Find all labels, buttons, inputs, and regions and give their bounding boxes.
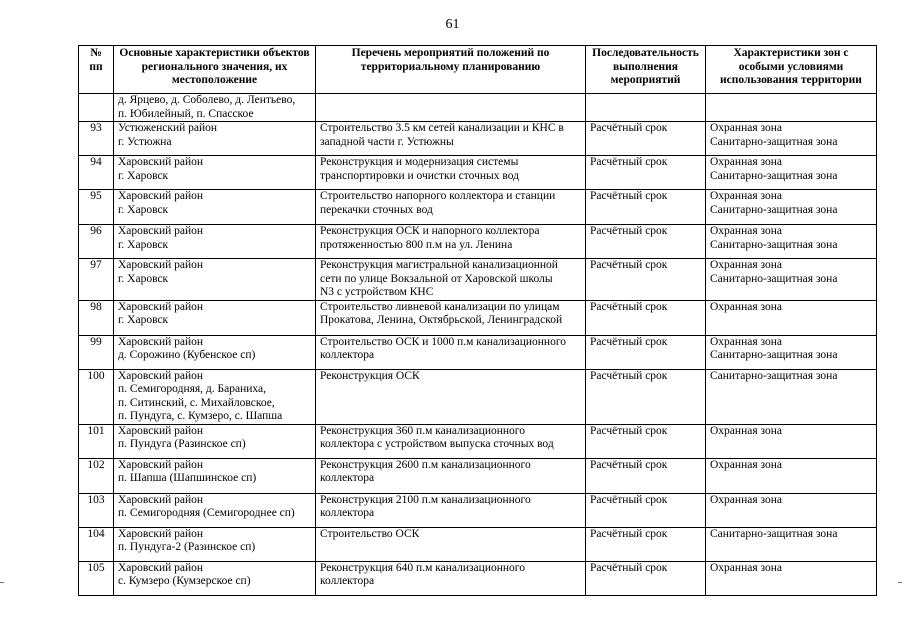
sequence-term: Расчётный срок <box>586 335 706 369</box>
cell-line: Охранная зона <box>710 122 782 134</box>
sequence-term <box>586 94 706 122</box>
row-number: 104 <box>79 527 114 561</box>
cell-line: Устюженский район <box>118 122 218 134</box>
row-number: 98 <box>79 300 114 335</box>
cell-line: п. Семигородняя (Семигороднее сп) <box>118 507 295 519</box>
object-location <box>114 458 316 493</box>
sequence-term: Расчётный срок <box>586 122 706 156</box>
cell-line: Реконструкция ОСК <box>320 369 420 382</box>
cell-line: транспортировки и очистки сточных вод <box>320 169 520 182</box>
sequence-term: Расчётный срок <box>586 190 706 225</box>
zone-characteristics <box>706 300 877 335</box>
cell-line: Реконструкция 2100 п.м канализационного <box>320 493 531 506</box>
zone-characteristics <box>706 225 877 259</box>
cell-line: Санитарно-защитная зона <box>710 238 838 251</box>
cell-line: г. Харовск <box>118 169 169 182</box>
table-row <box>79 122 877 156</box>
cell-line: Харовский район <box>118 225 204 237</box>
cell-line: Харовский район <box>118 527 204 540</box>
object-location <box>114 561 316 595</box>
sequence-term: Расчётный срок <box>586 300 706 335</box>
table-row <box>79 300 877 335</box>
cell-line: п. Семигородняя, д. Бараниха, <box>118 383 266 395</box>
cell-line: Строительство 3.5 км сетей канализации и КНС в <box>320 122 564 134</box>
cell-line: Харовский район <box>118 424 204 437</box>
cell-line: Реконструкция 360 п.м канализационного <box>320 424 525 437</box>
cell-line: Строительство напорного коллектора и станции <box>320 190 556 202</box>
table-row <box>79 369 877 424</box>
cell-line: Реконструкция и модернизация системы <box>320 156 519 168</box>
cell-line: Охранная зона <box>710 561 782 574</box>
header-measures: Перечень мероприятий положений по территориальному планированию <box>316 46 586 94</box>
table-row <box>79 561 877 595</box>
zone-characteristics <box>706 122 877 156</box>
zone-characteristics <box>706 156 877 190</box>
object-location <box>114 94 316 122</box>
cell-line: д. Ярцево, д. Соболево, д. Лентьево, <box>118 94 296 106</box>
table-row <box>79 335 877 369</box>
zone-characteristics <box>706 527 877 561</box>
table-row <box>79 225 877 259</box>
cell-line: Охранная зона <box>710 156 782 168</box>
measure-description <box>316 225 586 259</box>
cell-line: перекачки сточных вод <box>320 203 433 216</box>
cell-line: Реконструкция 640 п.м канализационного <box>320 561 525 574</box>
row-number <box>79 94 114 122</box>
measure-description <box>316 94 586 122</box>
row-number: 99 <box>79 335 114 369</box>
cell-line: Харовский район <box>118 458 204 471</box>
cell-line: Охранная зона <box>710 424 782 437</box>
row-number: 101 <box>79 424 114 458</box>
cell-line: коллектора <box>320 472 375 484</box>
cell-line: Харовский район <box>118 190 204 202</box>
cell-line: Охранная зона <box>710 190 782 202</box>
cell-line: Санитарно-защитная зона <box>710 169 838 182</box>
object-location <box>114 190 316 225</box>
row-number: 102 <box>79 458 114 493</box>
cell-line: Санитарно-защитная зона <box>710 527 838 540</box>
row-number: 96 <box>79 225 114 259</box>
table-row <box>79 190 877 225</box>
cell-line: п. Юбилейный, п. Спасское <box>118 107 254 120</box>
object-location <box>114 527 316 561</box>
header-sequence: Последовательность выполнения мероприятий <box>586 46 706 94</box>
zone-characteristics <box>706 493 877 527</box>
measure-description <box>316 458 586 493</box>
table-row <box>79 156 877 190</box>
cell-line: Строительство ливневой канализации по улицам <box>320 300 560 313</box>
cell-line: Строительство ОСК <box>320 527 420 540</box>
cell-line: Охранная зона <box>710 335 782 348</box>
zone-characteristics <box>706 424 877 458</box>
row-number: 105 <box>79 561 114 595</box>
cell-line: п. Шапша (Шапшинское сп) <box>118 472 257 484</box>
row-number: 100 <box>79 369 114 424</box>
cell-line: Санитарно-защитная зона <box>710 369 838 382</box>
table-row <box>79 527 877 561</box>
cell-line: сети по улице Вокзальной от Харовской школы <box>320 272 553 285</box>
zone-characteristics <box>706 369 877 424</box>
cell-line: Охранная зона <box>710 458 782 471</box>
cell-line: западной части г. Устюжны <box>320 135 454 148</box>
cell-line: Санитарно-защитная зона <box>710 272 838 285</box>
zone-characteristics <box>706 335 877 369</box>
cell-line: д. Сорожино (Кубенское сп) <box>118 349 256 361</box>
cell-line: г. Устюжна <box>118 135 172 148</box>
zone-characteristics <box>706 259 877 301</box>
cell-line: коллектора с устройством выпуска сточных вод <box>320 438 554 450</box>
object-location <box>114 493 316 527</box>
cell-line: Прокатова, Ленина, Октябрьской, Ленинградской <box>320 314 563 326</box>
row-number: 97 <box>79 259 114 301</box>
measure-description <box>316 259 586 301</box>
cell-line: Охранная зона <box>710 493 782 506</box>
row-number: 95 <box>79 190 114 225</box>
cell-line: Харовский район <box>118 259 204 271</box>
cell-line: Строительство ОСК и 1000 п.м канализационного <box>320 335 567 348</box>
table-row <box>79 259 877 301</box>
plan-table <box>78 45 877 596</box>
measure-description <box>316 561 586 595</box>
zone-characteristics <box>706 94 877 122</box>
header-objects: Основные характеристики объектов регионального значения, их местоположение <box>114 46 316 94</box>
cell-line: Харовский район <box>118 335 204 348</box>
zone-characteristics <box>706 561 877 595</box>
measure-description <box>316 493 586 527</box>
cell-line: г. Харовск <box>118 272 169 285</box>
cell-line: г. Харовск <box>118 314 169 326</box>
row-number: 103 <box>79 493 114 527</box>
cell-line: п. Ситинский, с. Михайловское, <box>118 396 275 409</box>
cell-line: Реконструкция магистральной канализационной <box>320 259 558 271</box>
sequence-term: Расчётный срок <box>586 493 706 527</box>
cell-line: Охранная зона <box>710 259 782 271</box>
table-row <box>79 493 877 527</box>
sequence-term: Расчётный срок <box>586 527 706 561</box>
header-zones: Характеристики зон с особыми условиями использования территории <box>706 46 877 94</box>
measure-description <box>316 122 586 156</box>
measure-description <box>316 335 586 369</box>
table-header <box>79 46 877 94</box>
cell-line: Харовский район <box>118 300 204 313</box>
cell-line: коллектора <box>320 575 375 587</box>
cell-line: г. Харовск <box>118 203 169 216</box>
sequence-term: Расчётный срок <box>586 369 706 424</box>
table-row <box>79 424 877 458</box>
sequence-term: Расчётный срок <box>586 259 706 301</box>
cell-line: Харовский район <box>118 369 204 382</box>
cell-line: Охранная зона <box>710 300 782 313</box>
left-edge-mark <box>0 582 4 583</box>
measure-description <box>316 424 586 458</box>
object-location <box>114 369 316 424</box>
cell-line: с. Кумзеро (Кумзерское сп) <box>118 575 251 587</box>
cell-line: Санитарно-защитная зона <box>710 135 838 148</box>
sequence-term: Расчётный срок <box>586 458 706 493</box>
object-location <box>114 225 316 259</box>
cell-line: Реконструкция 2600 п.м канализационного <box>320 458 531 471</box>
right-edge-mark <box>898 582 902 583</box>
table-body <box>79 94 877 596</box>
cell-line: п. Пундуга (Разинское сп) <box>118 438 246 450</box>
cell-line: Охранная зона <box>710 225 782 237</box>
cell-line: Харовский район <box>118 493 204 506</box>
cell-line: Реконструкция ОСК и напорного коллектора <box>320 225 540 237</box>
cell-line: Санитарно-защитная зона <box>710 349 838 361</box>
zone-characteristics <box>706 458 877 493</box>
cell-line: Харовский район <box>118 561 204 574</box>
object-location <box>114 156 316 190</box>
sequence-term: Расчётный срок <box>586 156 706 190</box>
sequence-term: Расчётный срок <box>586 225 706 259</box>
cell-line: г. Харовск <box>118 238 169 251</box>
row-number: 93 <box>79 122 114 156</box>
measure-description <box>316 369 586 424</box>
measure-description <box>316 527 586 561</box>
page-number: 61 <box>445 17 460 32</box>
object-location <box>114 335 316 369</box>
table-row <box>79 458 877 493</box>
object-location <box>114 424 316 458</box>
cell-line: п. Пундуга, с. Кумзеро, с. Шапша <box>118 410 283 422</box>
zone-characteristics <box>706 190 877 225</box>
measure-description <box>316 300 586 335</box>
sequence-term: Расчётный срок <box>586 561 706 595</box>
cell-line: Санитарно-защитная зона <box>710 203 838 216</box>
cell-line: коллектора <box>320 507 375 519</box>
header-row <box>79 46 877 94</box>
object-location <box>114 122 316 156</box>
cell-line: коллектора <box>320 349 375 361</box>
sequence-term: Расчётный срок <box>586 424 706 458</box>
cell-line: N3 с устройством КНС <box>320 286 434 298</box>
measure-description <box>316 190 586 225</box>
object-location <box>114 300 316 335</box>
cell-line: п. Пундуга-2 (Разинское сп) <box>118 541 256 553</box>
table-row <box>79 94 877 122</box>
cell-line: Харовский район <box>118 156 204 168</box>
header-num: № пп <box>79 46 114 94</box>
measure-description <box>316 156 586 190</box>
cell-line: протяженностью 800 п.м на ул. Ленина <box>320 238 513 251</box>
object-location <box>114 259 316 301</box>
row-number: 94 <box>79 156 114 190</box>
